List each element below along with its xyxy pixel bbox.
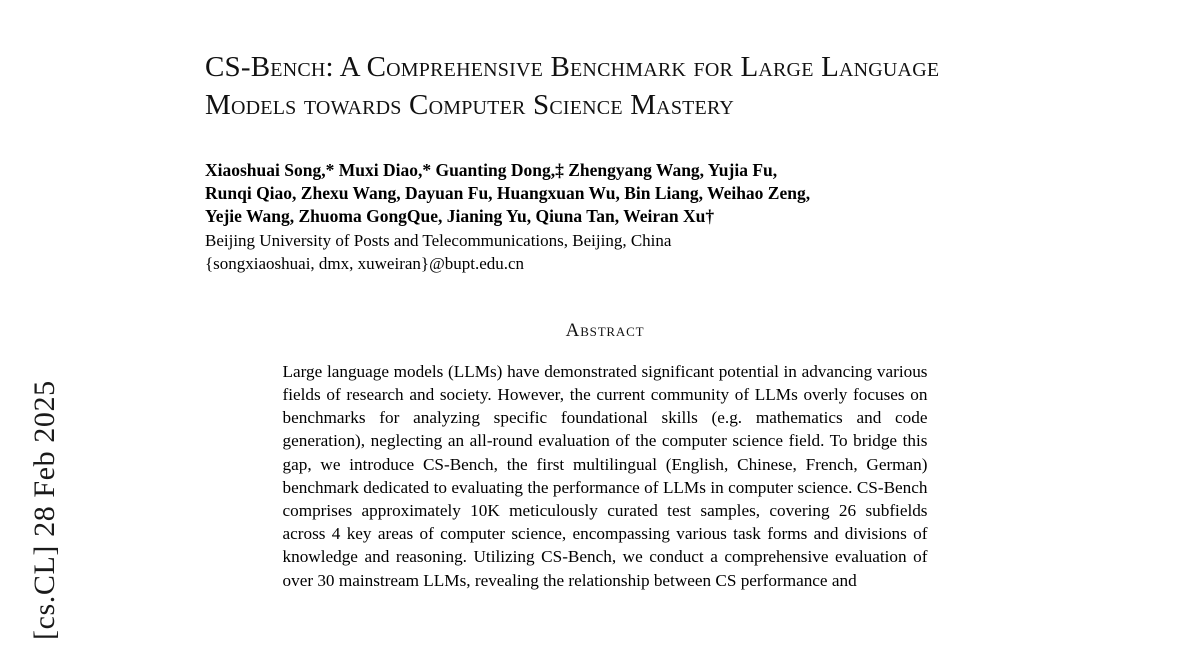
abstract-text: Large language models (LLMs) have demonstrated significant potential in advancing various fields of research and society. However, the current community of LLMs overly focuses on benchmarks for analyzing specific foundational skills (e.g. mathematics and code generation), neglecting an all-round evaluation of the computer science field. To bridge this gap, we introduce CS-Bench, the first multilingual (English, Chinese, French, German) benchmark dedicated to evaluating the performance of LLMs in computer science. CS-Bench comprises approximately 10K meticulously curated test samples, covering 26 subfields across 4 key areas of computer science, encompassing various task forms and divisions of knowledge and reasoning. Utilizing CS-Bench, we conduct a comprehensive evaluation of over 30 mainstream LLMs, revealing the relationship between CS performance and [282, 361, 928, 590]
page-title: CS-Bench: A Comprehensive Benchmark for Large Language Models towards Computer Science Mastery [205, 51, 940, 122]
author-line: Runqi Qiao, Zhexu Wang, Dayuan Fu, Huangxuan Wu, Bin Liang, Weihao Zeng, [205, 182, 811, 203]
author-block [205, 159, 1005, 276]
author-line: Yejie Wang, Zhuoma GongQue, Jianing Yu, Qiuna Tan, Weiran Xu† [205, 205, 715, 226]
arxiv-stamp-text: [cs.CL] 28 Feb 2025 [28, 380, 61, 640]
paper-page [205, 0, 1005, 648]
contact-email: {songxiaoshuai, dmx, xuweiran}@bupt.edu.cn [205, 253, 525, 273]
arxiv-vertical-stamp [0, 0, 90, 648]
affiliation: Beijing University of Posts and Telecommunications, Beijing, China [205, 230, 672, 250]
author-line: Xiaoshuai Song,* Muxi Diao,* Guanting Dong,‡ Zhengyang Wang, Yujia Fu, [205, 159, 778, 180]
abstract-heading: Abstract [565, 319, 645, 341]
